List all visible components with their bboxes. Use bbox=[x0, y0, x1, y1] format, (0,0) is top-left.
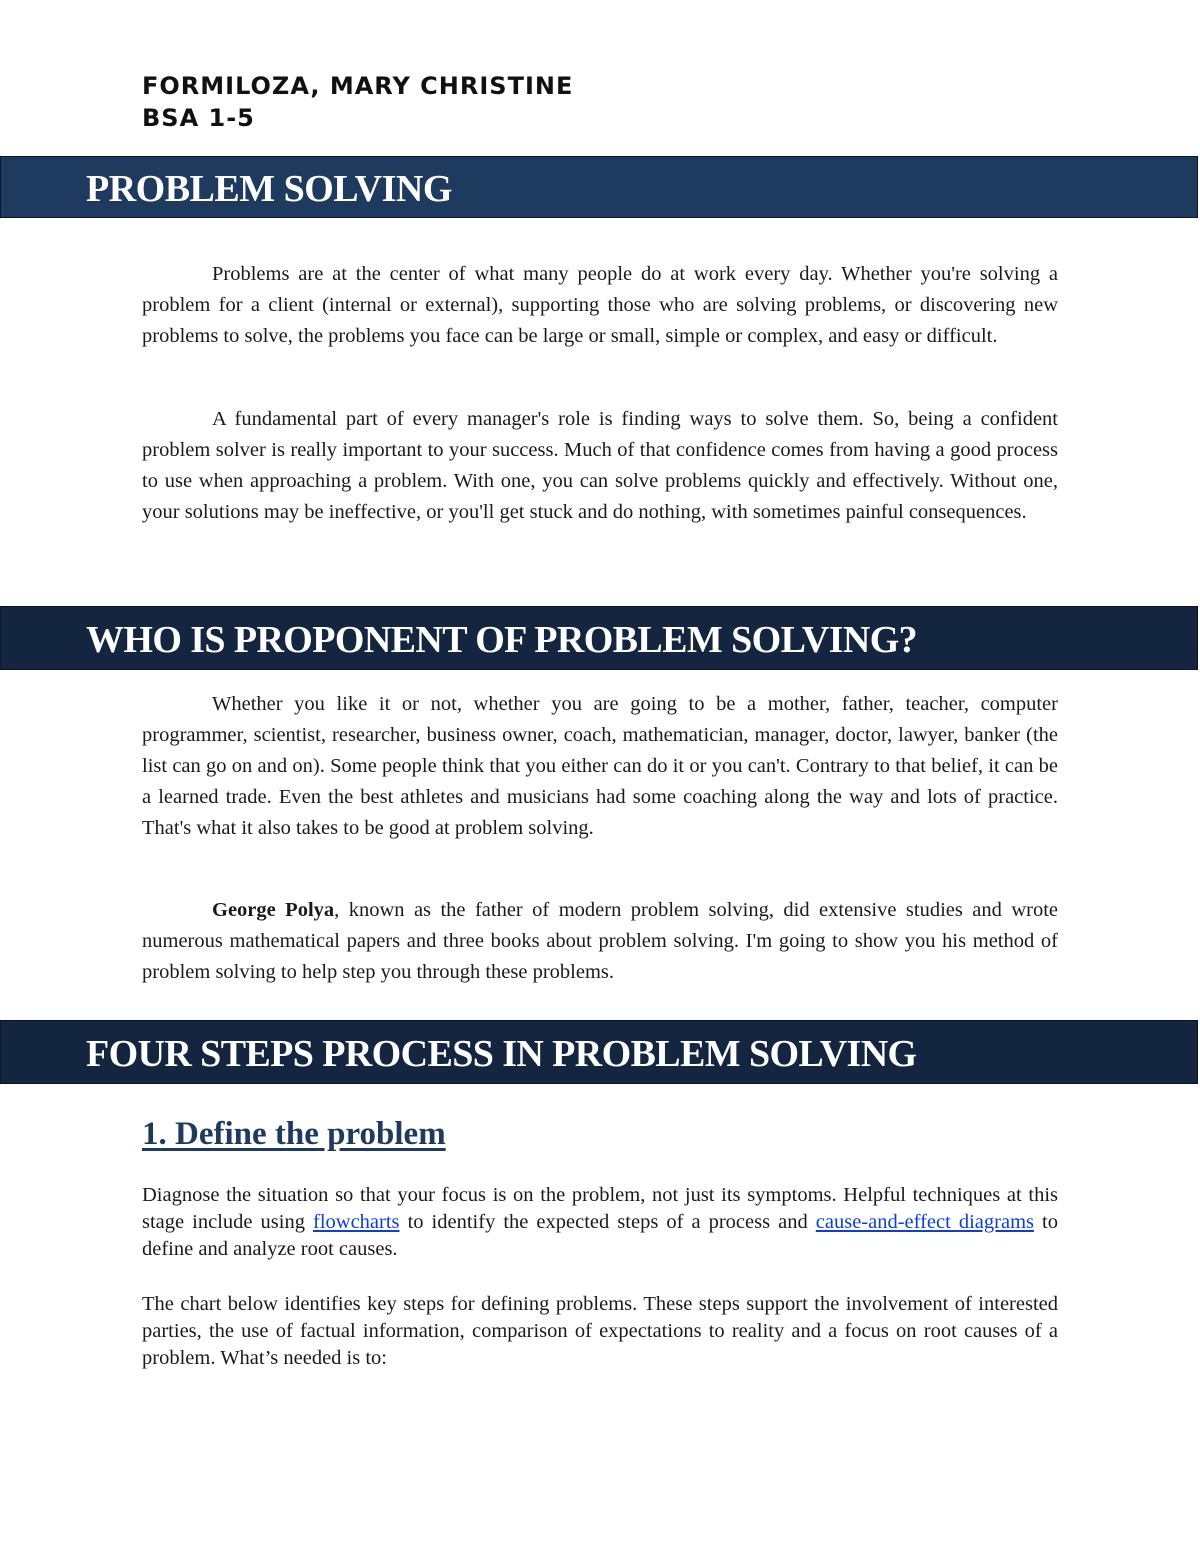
student-name: FORMILOZA, MARY CHRISTINE bbox=[142, 72, 574, 100]
step-1-heading: 1. Define the problem bbox=[142, 1116, 446, 1152]
paragraph-manager-role: A fundamental part of every manager's role is finding ways to solve them. So, being a confident problem solver is really important to your success. Much of that confidence comes from having a good process to use when approaching a problem. With one, you can solve problems quickly and effectively. Without one, your solutions may be ineffective, or you'll get stuck and do nothing, with sometimes painful consequences. bbox=[142, 408, 1058, 523]
section-banner-four-steps bbox=[0, 1020, 1198, 1084]
george-polya-name: George Polya bbox=[212, 899, 335, 921]
document-header bbox=[142, 70, 573, 134]
diagnose-text-c: to define and analyze root causes. bbox=[142, 1211, 1058, 1260]
section-banner-proponent bbox=[0, 606, 1198, 670]
paragraph-chart-below: The chart below identifies key steps for defining problems. These steps support the involvement of interested parties, the use of factual information, comparison of expectations to reality and a focus on root causes of a problem. What’s needed is to: bbox=[142, 1293, 1058, 1369]
section-title-proponent: WHO IS PROPONENT OF PROBLEM SOLVING? bbox=[86, 619, 918, 661]
paragraph-diagnose bbox=[142, 1182, 1058, 1263]
section-title-four-steps: FOUR STEPS PROCESS IN PROBLEM SOLVING bbox=[86, 1033, 917, 1075]
cause-and-effect-diagrams-link[interactable]: cause-and-effect diagrams bbox=[815, 1211, 1034, 1233]
paragraph-problems-intro: Problems are at the center of what many people do at work every day. Whether you're solving a problem for a client (internal or external), supporting those who are solving problems, or discovering new problems to solve, the problems you face can be large or small, simple or complex, and easy or difficult. bbox=[142, 263, 1058, 347]
george-polya-text: , known as the father of modern problem solving, did extensive studies and wrote numerous mathematical papers and three books about problem solving. I'm going to show you his method of problem solving to help step you through these problems. bbox=[142, 899, 1059, 983]
paragraph-whether-you-like-it: Whether you like it or not, whether you are going to be a mother, father, teacher, computer programmer, scientist, researcher, business owner, coach, mathematician, manager, doctor, lawyer, banker (the list can go on and on). Some people think that you either can do it or you can't. Contrary to that belief, it can be a learned trade. Even the best athletes and musicians had some coaching along the way and lots of practice. That's what it also takes to be good at problem solving. bbox=[142, 693, 1058, 839]
student-section: BSA 1-5 bbox=[142, 104, 255, 132]
diagnose-text-a: Diagnose the situation so that your focus is on the problem, not just its symptoms. Helpful techniques at this stage include using bbox=[142, 1184, 1058, 1233]
paragraph-george-polya bbox=[142, 895, 1058, 988]
section-banner-problem-solving bbox=[0, 156, 1198, 218]
section-title-problem-solving: PROBLEM SOLVING bbox=[86, 168, 452, 210]
diagnose-text-b: to identify the expected steps of a process and bbox=[399, 1211, 816, 1233]
flowcharts-link[interactable]: flowcharts bbox=[313, 1211, 400, 1233]
